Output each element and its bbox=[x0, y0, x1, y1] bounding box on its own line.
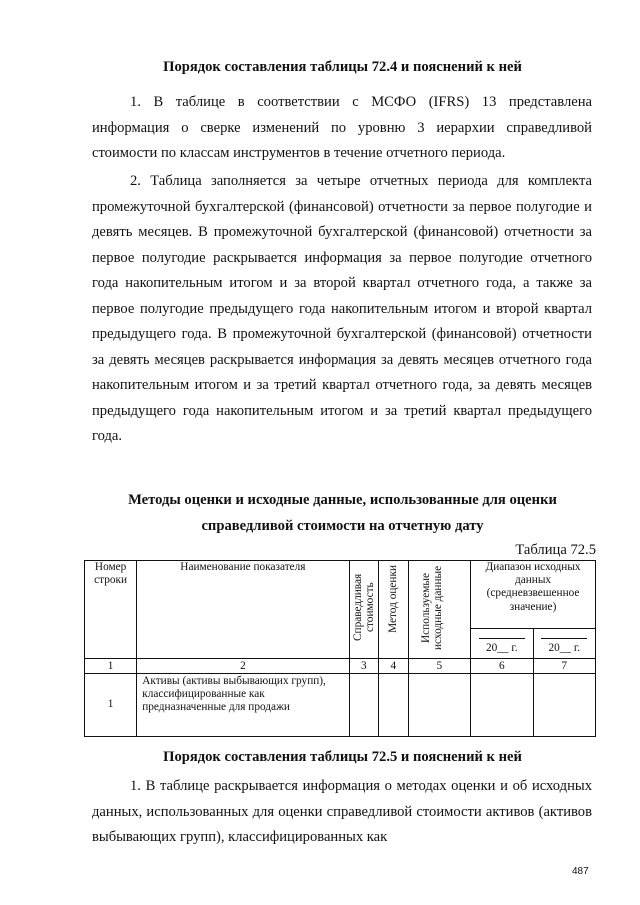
section-heading-72-5: Порядок составления таблицы 72.5 и пояснений к ней bbox=[163, 749, 522, 765]
column-number-row bbox=[85, 659, 596, 674]
row-range-year-1 bbox=[471, 674, 533, 737]
table-72-5 bbox=[84, 560, 596, 737]
header-inputs-used: Используемые исходные данные bbox=[420, 565, 445, 651]
header-year-1-cell bbox=[471, 629, 533, 659]
table-row bbox=[85, 674, 596, 737]
row-indicator-name: Активы (активы выбывающих групп), классифицированные как предназначенные для продажи bbox=[137, 674, 349, 737]
header-year-1: 20__ г. bbox=[479, 638, 525, 655]
column-number: 7 bbox=[533, 659, 595, 674]
column-number: 6 bbox=[471, 659, 533, 674]
header-valuation-method-cell bbox=[379, 561, 409, 659]
column-number: 4 bbox=[379, 659, 409, 674]
row-valuation-method bbox=[379, 674, 409, 737]
header-year-2: 20__ г. bbox=[541, 638, 587, 655]
header-fair-value-cell bbox=[349, 561, 379, 659]
column-number: 5 bbox=[408, 659, 470, 674]
column-number: 2 bbox=[137, 659, 349, 674]
table-caption: Таблица 72.5 bbox=[515, 542, 596, 558]
header-fair-value: Справедливая стоимость bbox=[351, 573, 376, 641]
column-number: 3 bbox=[349, 659, 379, 674]
header-valuation-method: Метод оценки bbox=[387, 565, 400, 633]
row-range-year-2 bbox=[533, 674, 595, 737]
header-year-2-cell bbox=[533, 629, 595, 659]
header-row-number: Номер строки bbox=[85, 561, 137, 659]
section-heading-72-4: Порядок составления таблицы 72.4 и пояснений к ней bbox=[163, 59, 522, 75]
paragraph-3: 1. В таблице раскрывается информация о методах оценки и об исходных данных, использованных для оценки справедливой стоимости активов (активов выбывающих групп), классифицированных как bbox=[92, 778, 592, 845]
table-title-line-2: справедливой стоимости на отчетную дату bbox=[201, 518, 484, 534]
row-fair-value bbox=[349, 674, 379, 737]
header-indicator-name: Наименование показателя bbox=[137, 561, 349, 659]
header-range: Диапазон исходных данных (средневзвешенное значение) bbox=[471, 561, 596, 629]
paragraph-1: 1. В таблице в соответствии с МСФО (IFRS) 13 представлена информация о сверке изменений по уровню 3 иерархии справедливой стоимости по классам инструментов в течение отчетного периода. bbox=[92, 94, 592, 161]
row-number: 1 bbox=[85, 674, 137, 737]
header-inputs-used-cell bbox=[408, 561, 470, 659]
row-inputs-used bbox=[408, 674, 470, 737]
paragraph-2: 2. Таблица заполняется за четыре отчетных периода для комплекта промежуточной бухгалтерской (финансовой) отчетности за первое полугодие и девять месяцев. В промежуточной бухгалтерской (финансовой) отчетности за первое полугодие раскрывается информация за первое полугодие отчетного года накопительным итогом и за второй квартал отчетного года, а также за первое полугодие предыдущего года накопительным итогом и второй квартал предыдущего года. В промежуточной бухгалтерской (финансовой) отчетности за девять месяцев раскрывается информация за девять месяцев отчетного года накопительным итогом и за третий квартал отчетного года, за девять месяцев предыдущего года накопительным итогом и за третий квартал предыдущего года. bbox=[92, 173, 592, 444]
page-number: 487 bbox=[572, 866, 589, 877]
table-title-line-1: Методы оценки и исходные данные, использованные для оценки bbox=[128, 492, 557, 508]
column-number: 1 bbox=[85, 659, 137, 674]
